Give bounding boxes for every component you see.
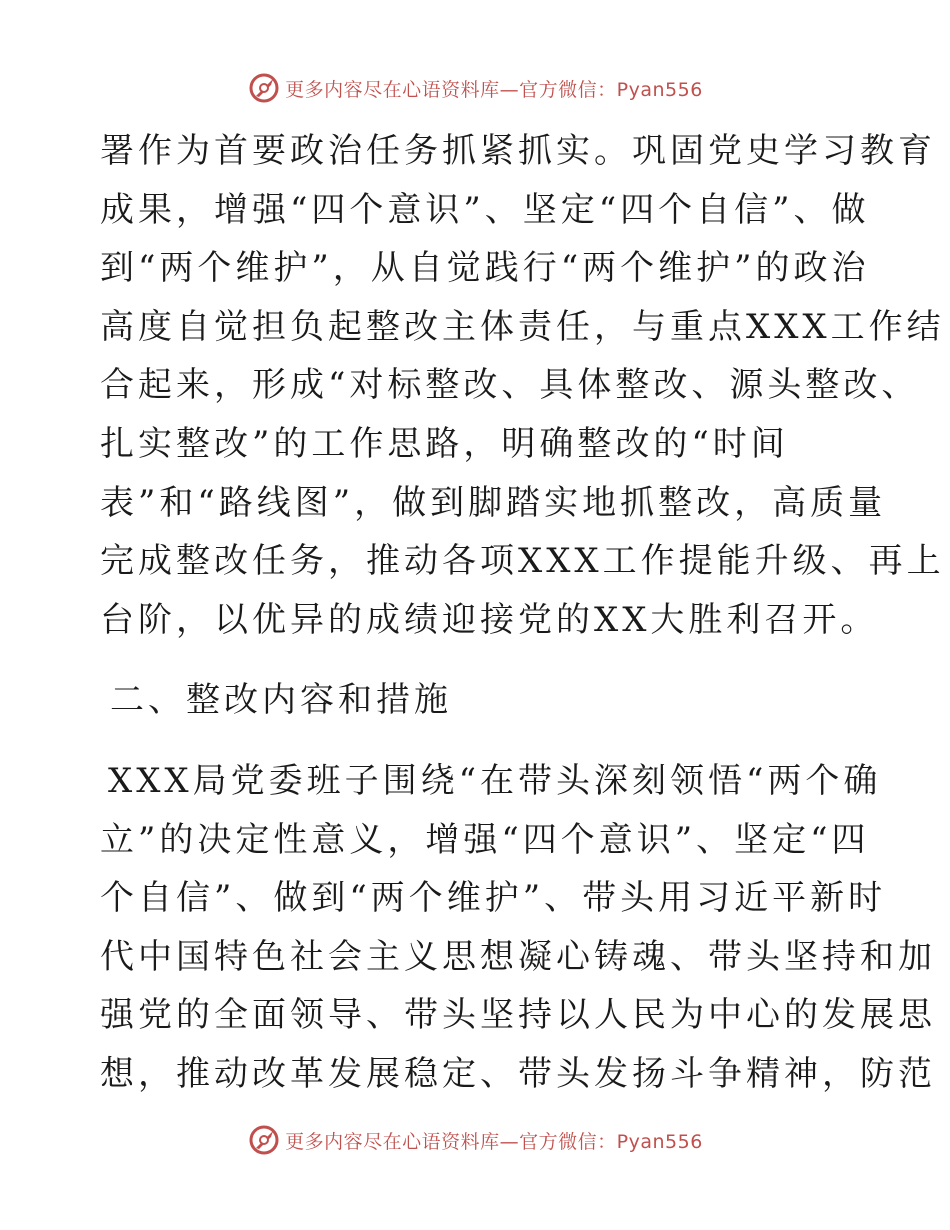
- spacer: [100, 730, 860, 752]
- text-line: 完成整改任务，推动各项XXX工作提能升级、再上: [100, 541, 945, 582]
- text-line: 高度自觉担负起整改主体责任，与重点XXX工作结: [100, 306, 945, 347]
- text-line: 台阶，以优异的成绩迎接党的XX大胜利召开。: [100, 599, 879, 640]
- text-line: 成果，增强“四个意识”、坚定“四个自信”、做: [100, 189, 870, 230]
- text-line: 到“两个维护”，从自觉践行“两个维护”的政治: [100, 248, 870, 289]
- text-line: 表”和“路线图”，做到脚踏实地抓整改，高质量: [100, 482, 887, 523]
- text-line: XXX局党委班子围绕“在带头深刻领悟“两个确: [108, 760, 882, 801]
- paragraph-2: [100, 752, 936, 1104]
- text-line: 立”的决定性意义，增强“四个意识”、坚定“四: [100, 819, 870, 860]
- text-line: 扎实整改”的工作思路，明确整改的“时间: [100, 423, 789, 464]
- text-line: 代中国特色社会主义思想凝心铸魂、带头坚持和加: [100, 936, 936, 977]
- text-line: 署作为首要政治任务抓紧抓实。巩固党史学习教育: [100, 131, 936, 171]
- text-line: 强党的全面领导、带头坚持以人民为中心的发展思: [100, 995, 936, 1036]
- text-line: 想，推动改革发展稳定、带头发扬斗争精神，防范: [100, 1053, 936, 1094]
- watermark-header: [0, 68, 950, 108]
- paragraph-1: [100, 122, 945, 649]
- watermark-text: 更多内容尽在心语资料库—官方微信：Pyan556: [285, 78, 703, 101]
- pen-logo-icon: [247, 1123, 281, 1157]
- watermark-text: 更多内容尽在心语资料库—官方微信：Pyan556: [285, 1130, 703, 1153]
- watermark-footer: [0, 1120, 950, 1160]
- pen-logo-icon: [247, 71, 281, 105]
- text-line: 合起来，形成“对标整改、具体整改、源头整改、: [100, 365, 920, 406]
- text-line: 个自信”、做到“两个维护”、带头用习近平新时: [100, 878, 887, 919]
- section-heading: 二、整改内容和措施: [110, 680, 452, 721]
- document-body: [100, 122, 945, 1104]
- spacer: [100, 649, 860, 671]
